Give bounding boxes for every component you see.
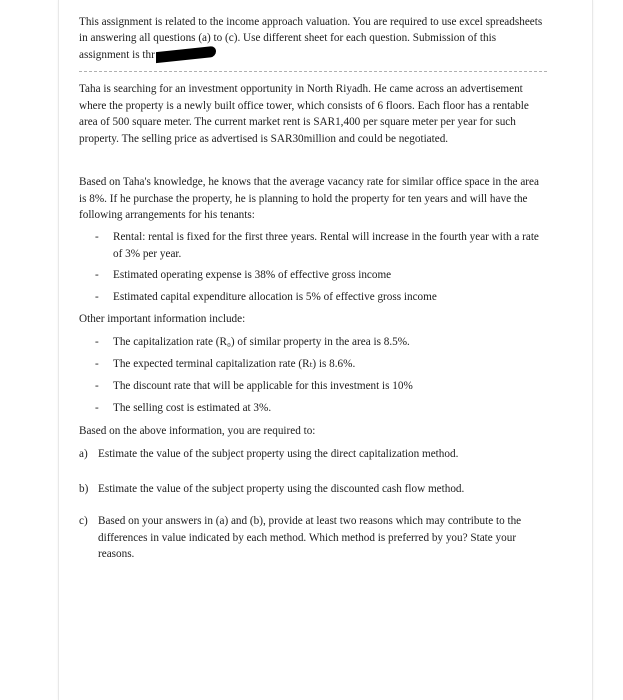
intro-paragraph	[79, 14, 547, 63]
other-info-heading: Other important information include:	[79, 313, 246, 325]
question-label: b)	[79, 483, 89, 495]
bullet-text: The selling cost is estimated at 3%.	[113, 402, 272, 414]
bullet-text: Rental: rental is fixed for the first three years. Rental will increase in the fourth year with a rate of 3% per year.	[113, 231, 539, 260]
bullet-dash: -	[95, 231, 99, 243]
bullet-text: The capitalization rate (R₀) of similar property in the area is 8.5%.	[113, 336, 410, 348]
required-heading: Based on the above information, you are required to:	[79, 425, 316, 437]
intro-text: This assignment is related to the income approach valuation. You are required to use excel spreadsheets in answering all questions (a) to (c). Use different sheet for each question. Submission of this assignment is thr	[79, 16, 543, 61]
question-label: c)	[79, 515, 88, 527]
dashed-divider	[79, 71, 547, 72]
question-label: a)	[79, 448, 88, 460]
scenario-paragraph: Taha is searching for an investment opportunity in North Riyadh. He came across an advertisement where the property is a newly built office tower, which consists of 6 floors. Each floor has a rentable area of 500 square meter. The current market rent is SAR1,400 per square meter per year for such property. The selling price as advertised is SAR30million and could be negotiated.	[79, 83, 529, 145]
redaction-mark	[156, 46, 216, 63]
bullet-dash: -	[95, 402, 99, 414]
bullet-text: The discount rate that will be applicable for this investment is 10%	[113, 380, 413, 392]
bullet-dash: -	[95, 358, 99, 370]
bullet-text: The expected terminal capitalization rate (Rₜ) is 8.6%.	[113, 358, 356, 370]
bullet-dash: -	[95, 291, 99, 303]
bullet-dash: -	[95, 336, 99, 348]
question-text: Based on your answers in (a) and (b), provide at least two reasons which may contribute to the differences in value indicated by each method. Which method is preferred by you? State your reasons.	[98, 515, 522, 561]
question-text: Estimate the value of the subject property using the discounted cash flow method.	[98, 483, 465, 495]
bullet-text: Estimated capital expenditure allocation is 5% of effective gross income	[113, 291, 437, 303]
bullet-dash: -	[95, 380, 99, 392]
bullet-text: Estimated operating expense is 38% of effective gross income	[113, 269, 392, 281]
bullet-dash: -	[95, 269, 99, 281]
knowledge-paragraph: Based on Taha's knowledge, he knows that the average vacancy rate for similar office space in the area is 8%. If he purchase the property, he is planning to hold the property for ten years and will have the following arrangements for his tenants:	[79, 176, 539, 222]
document-page	[58, 0, 593, 700]
question-text: Estimate the value of the subject property using the direct capitalization method.	[98, 448, 459, 460]
